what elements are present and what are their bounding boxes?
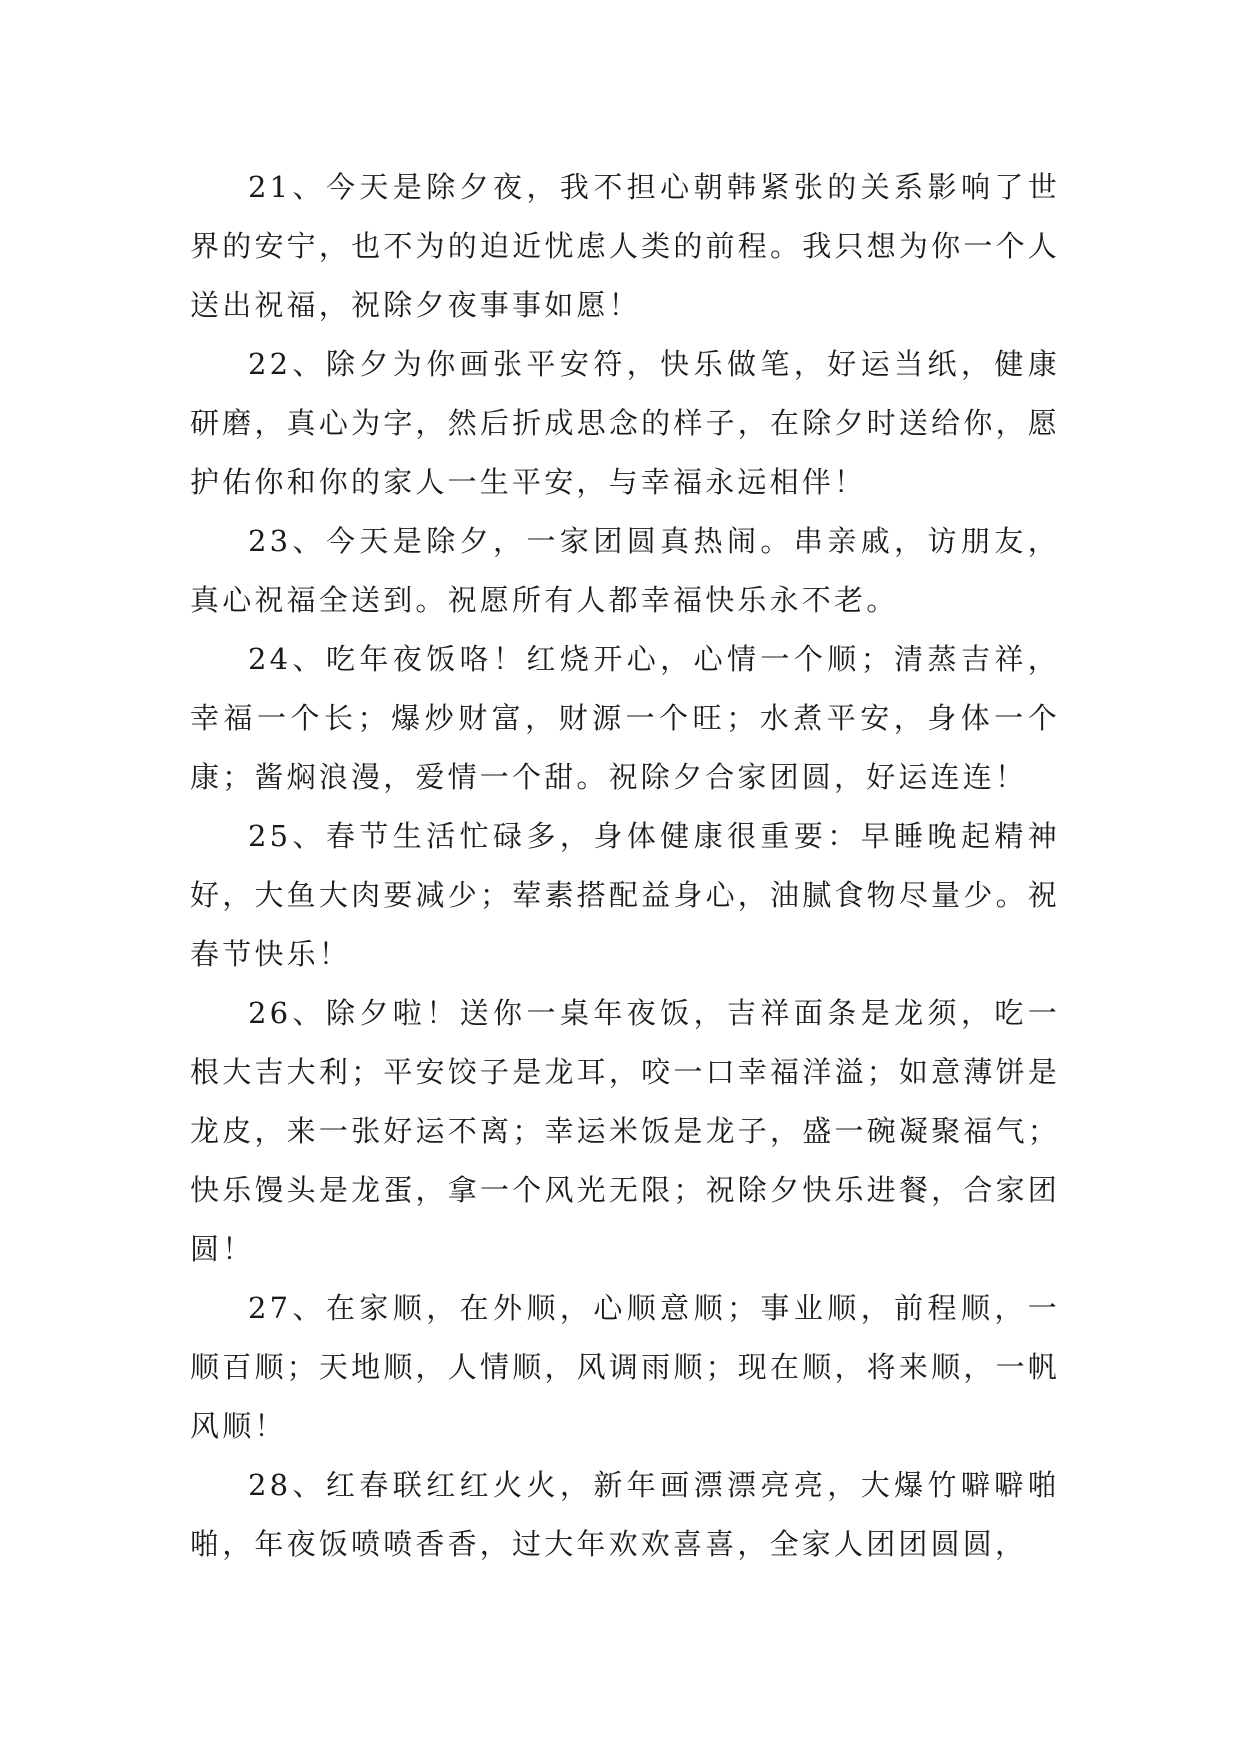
paragraph-21: 21、今天是除夕夜，我不担心朝韩紧张的关系影响了世界的安宁，也不为的迫近忧虑人类的前程。我只想为你一个人送出祝福，祝除夕夜事事如愿！	[190, 170, 1060, 322]
paragraph-24: 24、吃年夜饭咯！红烧开心，心情一个顺；清蒸吉祥，幸福一个长；爆炒财富，财源一个旺；水煮平安，身体一个康；酱焖浪漫，爱情一个甜。祝除夕合家团圆，好运连连！	[190, 642, 1060, 794]
document-body	[190, 158, 1060, 1574]
paragraph-25: 25、春节生活忙碌多，身体健康很重要：早睡晚起精神好，大鱼大肉要减少；荤素搭配益身心，油腻食物尽量少。祝春节快乐！	[190, 819, 1060, 971]
paragraph-23: 23、今天是除夕，一家团圆真热闹。串亲戚，访朋友，真心祝福全送到。祝愿所有人都幸福快乐永不老。	[190, 524, 1060, 617]
paragraph-27: 27、在家顺，在外顺，心顺意顺；事业顺，前程顺，一顺百顺；天地顺，人情顺，风调雨顺；现在顺，将来顺，一帆风顺！	[190, 1291, 1060, 1443]
paragraph-26: 26、除夕啦！送你一桌年夜饭，吉祥面条是龙须，吃一根大吉大利；平安饺子是龙耳，咬一口幸福洋溢；如意薄饼是龙皮，来一张好运不离；幸运米饭是龙子，盛一碗凝聚福气；快乐馒头是龙蛋，拿一个风光无限；祝除夕快乐进餐，合家团圆！	[190, 996, 1060, 1266]
paragraph-22: 22、除夕为你画张平安符，快乐做笔，好运当纸，健康研磨，真心为字，然后折成思念的样子，在除夕时送给你，愿护佑你和你的家人一生平安，与幸福永远相伴！	[190, 347, 1060, 499]
paragraph-28: 28、红春联红红火火，新年画漂漂亮亮，大爆竹噼噼啪啪，年夜饭喷喷香香，过大年欢欢喜喜，全家人团团圆圆，	[190, 1468, 1060, 1561]
